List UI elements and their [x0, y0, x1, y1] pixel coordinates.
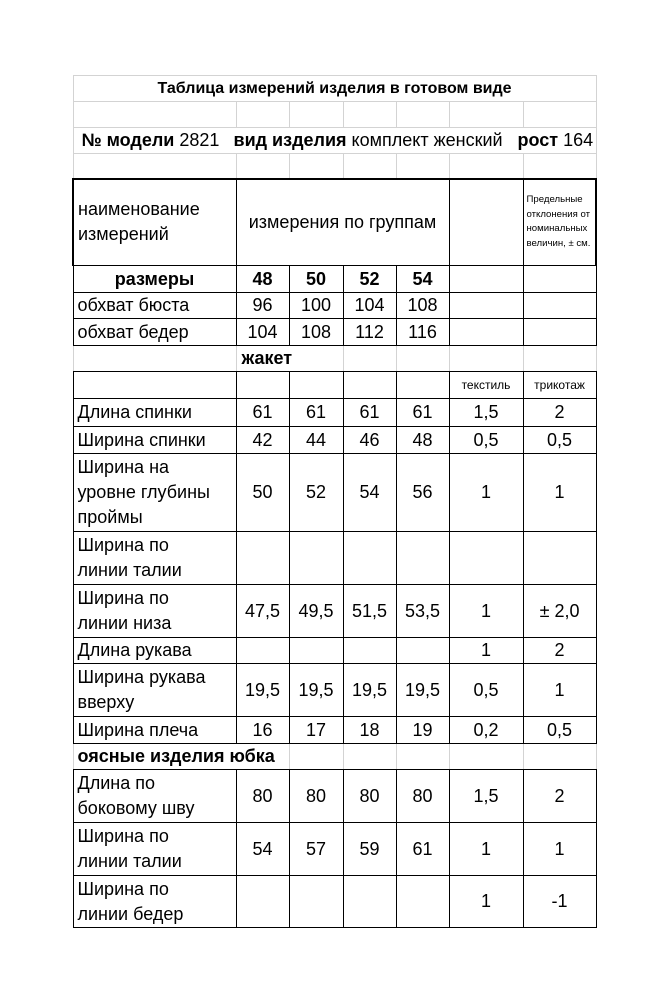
measurement-row	[73, 399, 596, 427]
measurement-name: Ширина на уровне глубины проймы	[73, 454, 236, 532]
empty-cell	[396, 154, 449, 179]
measurement-value: 18	[343, 717, 396, 744]
tolerance-knitwear: ± 2,0	[523, 585, 596, 638]
model-info-cell	[73, 128, 596, 154]
measurement-value: 104	[343, 293, 396, 319]
measurement-name: Ширина спинки	[73, 427, 236, 454]
measurement-row	[73, 532, 596, 585]
tolerance-textile: 1	[449, 823, 523, 876]
model-number-value: 2821	[179, 130, 220, 150]
measurement-value: 108	[289, 319, 343, 346]
measurement-value: 59	[343, 823, 396, 876]
measurement-value: 49,5	[289, 585, 343, 638]
model-number-label: № модели	[81, 130, 175, 150]
empty-cell	[523, 102, 596, 128]
empty-cell	[289, 372, 343, 399]
measurement-value: 19	[396, 717, 449, 744]
empty-cell	[73, 154, 236, 179]
tolerance-textile: 0,5	[449, 664, 523, 717]
tolerance-header-knitwear: трикотаж	[523, 372, 596, 399]
empty-cell	[73, 372, 236, 399]
measurement-value	[343, 638, 396, 664]
size-value: 48	[236, 266, 289, 293]
measurement-value: 96	[236, 293, 289, 319]
tolerance-knitwear: 2	[523, 399, 596, 427]
empty-cell	[343, 372, 396, 399]
measurement-name: Длина рукава	[73, 638, 236, 664]
tolerance-knitwear: 0,5	[523, 427, 596, 454]
tolerance-textile: 1	[449, 585, 523, 638]
empty-cell	[236, 154, 289, 179]
empty-cell	[396, 346, 449, 372]
measurement-row	[73, 454, 596, 532]
empty-cell	[523, 154, 596, 179]
measurement-row	[73, 427, 596, 454]
item-type-group	[234, 128, 503, 153]
header-row	[73, 179, 596, 266]
tolerance-textile: 1,5	[449, 399, 523, 427]
table-body	[73, 76, 596, 928]
item-type-label: вид изделия	[233, 130, 347, 150]
empty-cell	[449, 179, 523, 266]
height-label: рост	[517, 130, 559, 150]
measurement-value: 54	[236, 823, 289, 876]
section-title-jacket: жакет	[236, 346, 343, 372]
empty-cell	[523, 293, 596, 319]
empty-cell	[396, 744, 449, 770]
measurement-value: 16	[236, 717, 289, 744]
empty-cell	[449, 102, 523, 128]
empty-cell	[449, 346, 523, 372]
empty-cell	[73, 346, 236, 372]
measurement-value	[236, 638, 289, 664]
measurement-value	[236, 876, 289, 928]
tolerance-knitwear: 1	[523, 664, 596, 717]
measurement-value: 46	[343, 427, 396, 454]
tolerance-header-textile: текстиль	[449, 372, 523, 399]
tolerance-textile: 0,5	[449, 427, 523, 454]
measurement-value: 19,5	[289, 664, 343, 717]
measurement-value: 44	[289, 427, 343, 454]
sizes-row	[73, 266, 596, 293]
measurement-value: 61	[236, 399, 289, 427]
measurement-value	[396, 638, 449, 664]
measurement-value: 19,5	[396, 664, 449, 717]
tolerance-knitwear: -1	[523, 876, 596, 928]
empty-cell	[449, 266, 523, 293]
empty-cell	[449, 293, 523, 319]
measurement-name: обхват бедер	[73, 319, 236, 346]
measurement-value: 61	[289, 399, 343, 427]
measurement-value: 53,5	[396, 585, 449, 638]
measurement-name: Длина по боковому шву	[73, 770, 236, 823]
model-number-group	[82, 128, 220, 153]
model-info	[74, 128, 596, 153]
height-value: 164	[563, 130, 594, 150]
measurement-value: 61	[343, 399, 396, 427]
sizes-label: размеры	[73, 266, 236, 293]
title-row	[73, 76, 596, 102]
empty-cell	[343, 744, 396, 770]
measurement-value: 80	[396, 770, 449, 823]
tolerance-knitwear: 0,5	[523, 717, 596, 744]
measurement-value: 48	[396, 427, 449, 454]
header-measurement-name: наименование измерений	[73, 179, 236, 266]
model-info-row	[73, 128, 596, 154]
measurement-value: 51,5	[343, 585, 396, 638]
measurement-value: 61	[396, 399, 449, 427]
tolerance-knitwear: 1	[523, 454, 596, 532]
measurement-value: 80	[343, 770, 396, 823]
tolerance-textile: 1	[449, 454, 523, 532]
measurement-value: 80	[236, 770, 289, 823]
measurement-value	[343, 532, 396, 585]
measurement-value	[289, 876, 343, 928]
section-title-skirt: оясные изделия юбка	[73, 744, 289, 770]
measurement-name: Ширина по линии низа	[73, 585, 236, 638]
measurement-row	[73, 770, 596, 823]
tolerance-knitwear: 1	[523, 823, 596, 876]
empty-cell	[449, 319, 523, 346]
tolerance-knitwear: 2	[523, 638, 596, 664]
measurement-row	[73, 823, 596, 876]
measurement-row	[73, 717, 596, 744]
measurement-value: 61	[396, 823, 449, 876]
measurement-row	[73, 585, 596, 638]
tolerance-knitwear: 2	[523, 770, 596, 823]
measurement-value: 108	[396, 293, 449, 319]
tolerance-textile: 0,2	[449, 717, 523, 744]
tolerance-textile: 1	[449, 876, 523, 928]
empty-cell	[343, 154, 396, 179]
measurement-name: Ширина по линии талии	[73, 823, 236, 876]
header-tolerance: Предельные отклонения от номинальных величин, ± см.	[523, 179, 596, 266]
empty-cell	[449, 744, 523, 770]
measurement-name: Ширина плеча	[73, 717, 236, 744]
tolerance-textile	[449, 532, 523, 585]
measurement-value: 56	[396, 454, 449, 532]
tolerance-textile: 1	[449, 638, 523, 664]
measurement-row	[73, 293, 596, 319]
measurement-value: 19,5	[236, 664, 289, 717]
empty-cell	[289, 744, 343, 770]
measurement-value	[289, 638, 343, 664]
measurement-value: 50	[236, 454, 289, 532]
spacer-row	[73, 102, 596, 128]
measurement-value: 47,5	[236, 585, 289, 638]
empty-cell	[449, 154, 523, 179]
empty-cell	[523, 266, 596, 293]
size-value: 54	[396, 266, 449, 293]
size-value: 52	[343, 266, 396, 293]
measurement-name: Ширина по линии талии	[73, 532, 236, 585]
measurement-row	[73, 664, 596, 717]
empty-cell	[396, 372, 449, 399]
size-value: 50	[289, 266, 343, 293]
measurement-value: 116	[396, 319, 449, 346]
empty-cell	[236, 372, 289, 399]
empty-cell	[523, 346, 596, 372]
measurement-row	[73, 319, 596, 346]
empty-cell	[236, 102, 289, 128]
empty-cell	[343, 346, 396, 372]
empty-cell	[523, 319, 596, 346]
empty-cell	[289, 102, 343, 128]
measurement-value: 57	[289, 823, 343, 876]
measurement-value: 80	[289, 770, 343, 823]
measurement-table	[72, 75, 597, 928]
tolerance-textile: 1,5	[449, 770, 523, 823]
empty-cell	[343, 102, 396, 128]
tolerance-header-row	[73, 372, 596, 399]
empty-cell	[73, 102, 236, 128]
measurement-row	[73, 638, 596, 664]
measurement-value: 100	[289, 293, 343, 319]
measurement-name: Длина спинки	[73, 399, 236, 427]
measurement-value: 52	[289, 454, 343, 532]
table-title: Таблица измерений изделия в готовом виде	[73, 76, 596, 102]
measurement-value: 54	[343, 454, 396, 532]
measurement-value: 17	[289, 717, 343, 744]
measurement-value	[289, 532, 343, 585]
empty-cell	[523, 744, 596, 770]
measurement-value	[236, 532, 289, 585]
section-row-jacket	[73, 346, 596, 372]
measurement-value	[343, 876, 396, 928]
section-row-skirt	[73, 744, 596, 770]
item-type-value: комплект женский	[351, 130, 503, 150]
empty-cell	[289, 154, 343, 179]
measurement-value: 19,5	[343, 664, 396, 717]
header-size-groups: измерения по группам	[236, 179, 449, 266]
measurement-name: Ширина по линии бедер	[73, 876, 236, 928]
tolerance-knitwear	[523, 532, 596, 585]
measurement-value	[396, 532, 449, 585]
measurement-name: обхват бюста	[73, 293, 236, 319]
measurement-name: Ширина рукава вверху	[73, 664, 236, 717]
measurement-row	[73, 876, 596, 928]
spacer-row	[73, 154, 596, 179]
empty-cell	[396, 102, 449, 128]
measurement-value	[396, 876, 449, 928]
height-group	[518, 128, 594, 153]
measurement-value: 112	[343, 319, 396, 346]
measurement-value: 104	[236, 319, 289, 346]
measurement-value: 42	[236, 427, 289, 454]
